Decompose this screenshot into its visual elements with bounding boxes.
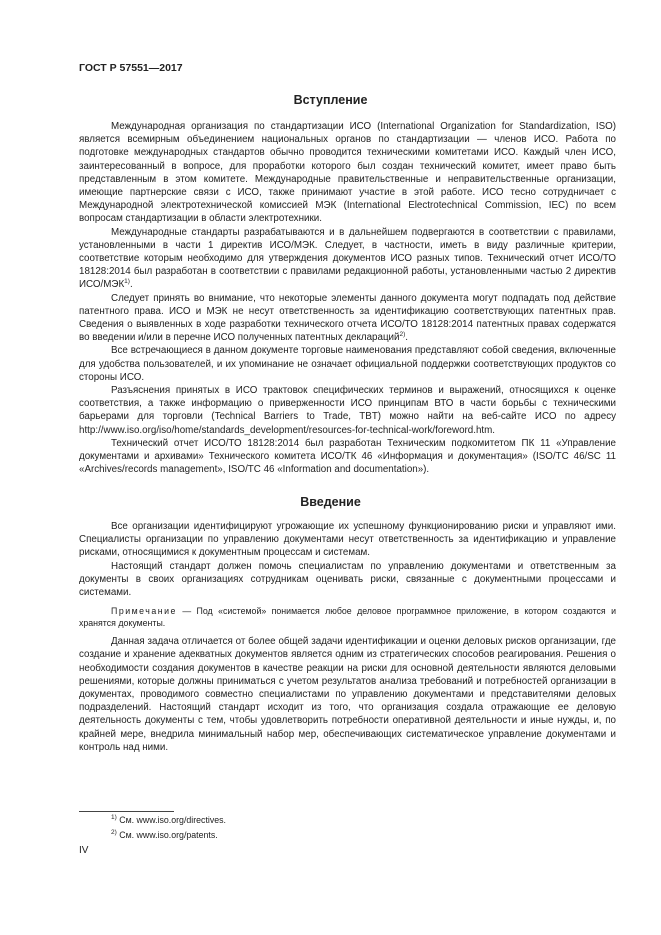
page-number: IV <box>79 845 89 856</box>
footnote-divider <box>79 811 174 812</box>
introduction-title: Введение <box>300 495 361 509</box>
introduction-body <box>79 520 616 754</box>
foreword-paragraph-1: Международная организация по стандартизации ИСО (International Organization for Standardization, ISO) является всемирным объединением национальных органов по стандартизации — членов ИСО. Работа по подготовке международных стандартов обычно проводится техническими комитетами ИСО. Каждый член ИСО, заинтересованный в вопросе, для проработки которого был создан технический комитет, имеет право быть представленным в этом комитете. Международные правительственные и неправительственные организации, имеющие партнерские связи с ИСО, также принимают участие в этой работе. ИСО тесно сотрудничает с Международной электротехнической комиссией МЭК (International Electrotechnical Commission, IEC) по всем вопросам стандартизации в области электротехники. <box>79 121 616 225</box>
footnotes <box>111 813 226 843</box>
introduction-paragraph-1: Все организации идентифицируют угрожающие их успешному функционированию риски и управляют ими. Специалисты организации по управлению документами несут ответственность за идентификацию и управление рисками, относящимися к документным процессам и системам. <box>79 521 616 559</box>
introduction-paragraph-2: Настоящий стандарт должен помочь специалистам по управлению документами и ответственным за документы в своих организациях сотрудникам оценивать риски, связанные с документными процессами и системами. <box>79 560 616 599</box>
foreword-title: Вступление <box>293 93 368 107</box>
footnote-ref-2[interactable]: 2) <box>399 331 406 339</box>
foreword-paragraph-2: Международные стандарты разрабатываются и в дальнейшем подвергаются в соответствии с правилами, установленными в части 1 директив ИСО/МЭК. Следует, в частности, иметь в виду различные критерии, соответствие которым необходимо для утверждения документов ИСО разных типов. Технический отчет ИСО/ТО 18128:2014 был разработан в соответствии с правилами редакционной работы, установленными частью 2 директив ИСО/МЭК$^{1)}$. <box>79 226 616 291</box>
foreword-paragraph-4: Все встречающиеся в данном документе торговые наименования представляют собой сведения, включенные для удобства пользователей, и их упоминание не означает официальной поддержки соответствующих продуктов со стороны ИСО. <box>79 345 616 383</box>
introduction-paragraph-3: Данная задача отличается от более общей задачи идентификации и оценки деловых рисков организации, где создание и хранение адекватных документов является одним из стратегических способов реагирования. Решения о необходимости создания документов в качестве реакции на риски для основной деятельности являются деловыми решениями, которые должны приниматься с учетом результатов анализа требований и потребностей организации в документах, проводимого совместно специалистами по управлению документами и представителями деловых подразделений. Настоящий стандарт исходит из того, что организация создала отражающие ее деловую деятельность документы с тем, чтобы удовлетворить потребности оперативной деятельности и иные нужды, и, по крайней мере, внедрила минимальный набор мер, обеспечивающих систематическое управление документами и контроль над ними. <box>79 636 616 753</box>
foreword-paragraph-5: Разъяснения принятых в ИСО трактовок специфических терминов и выражений, относящихся к оценке соответствия, а также информацию о приверженности ИСО принципам ВТО в части борьбы с техническими барьерами для торговли (Technical Barriers to Trade, TBT) можно найти на веб-сайте ИСО по адресу http://www.iso.org/iso/home/standards_development/resources-for-technical-work/foreword.htm. <box>79 385 616 436</box>
footnote-ref-1[interactable]: 1) <box>124 278 130 286</box>
foreword-body <box>79 120 616 476</box>
footnote-2: $^{2)}$ См. www.iso.org/patents. <box>111 829 218 840</box>
introduction-note <box>79 605 616 629</box>
footnote-1: $^{1)}$ См. www.iso.org/directives. <box>111 814 226 825</box>
foreword-paragraph-6: Технический отчет ИСО/ТО 18128:2014 был разработан Техническим подкомитетом ПК 11 «Управление документами и архивами» Технического комитета ИСО/ТК 46 «Информация и документация» (ISO/TC 46/SC 11 «Archives/records management», ISO/TC 46 «Information and documentation»). <box>79 437 616 476</box>
note-text: — Под «системой» понимается любое деловое программное приложение, в котором создаются и хранятся документы. <box>79 606 616 629</box>
foreword-paragraph-3: Следует принять во внимание, что некоторые элементы данного документа могут подпадать под действие патентного права. ИСО и МЭК не несут ответственность за идентификацию соответствующих патентных прав. Сведения о выявленных в ходе разработки технического отчета ИСО/ТО 18128:2014 патентных правах содержатся во введении и/или в перечне ИСО полученных патентных деклараций$^{2)}$. <box>79 292 616 344</box>
note-label: Примечание <box>111 606 177 617</box>
document-header: ГОСТ Р 57551—2017 <box>79 62 183 74</box>
